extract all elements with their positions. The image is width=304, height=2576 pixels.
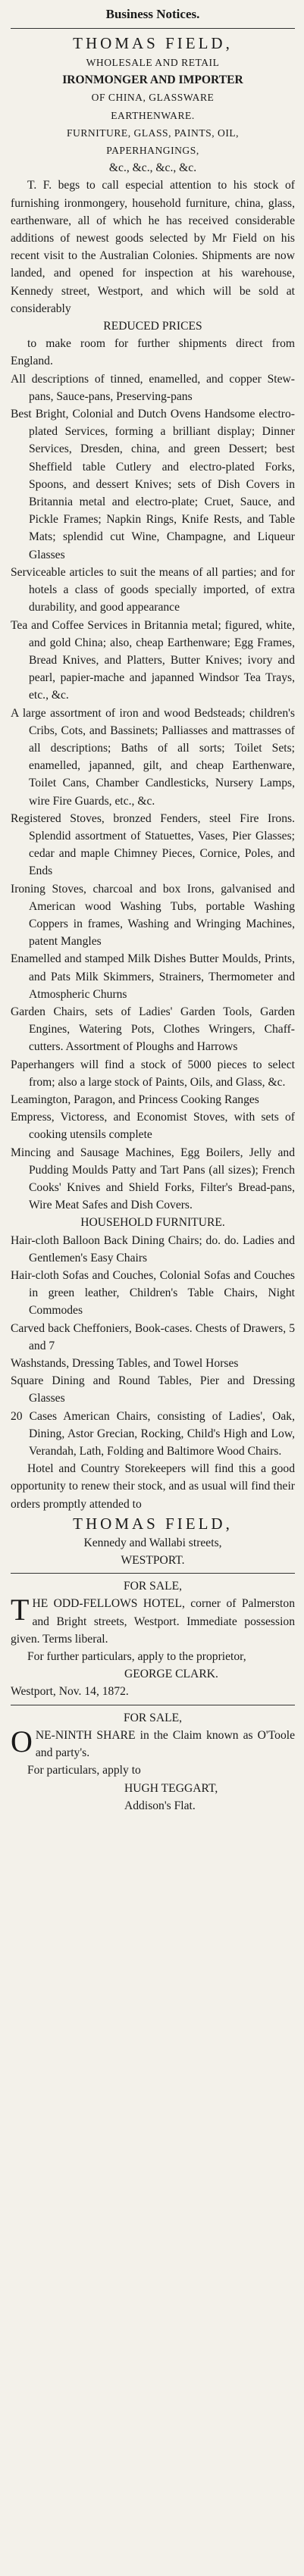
ad-subtitle: FURNITURE, GLASS, PAINTS, OIL, [66, 127, 240, 139]
goods-item: Ironing Stoves, charcoal and box Irons, galvanised and American wood Washing Tubs, portable Washing Coppers in frames, Washing and Wringing Machines, patent Mangles [11, 882, 295, 949]
furniture-item: Carved back Cheffoniers, Book-cases. Chests of Drawers, 5 and 7 [11, 1321, 295, 1352]
ad-closing: Hotel and Country Storekeepers will find this a good opportunity to renew their stock, and as usual will find their orders promptly attended to [11, 1462, 295, 1511]
goods-item: A large assortment of iron and wood Bedsteads; children's Cribs, Cots, and Bassinets; Palliasses and mattrasses of all descriptions; Baths of all sorts; Toilet Sets; enamelled, japanned, gilt, and cheap Earthenware, Toilet Cans, Chamber Candlesticks, Nursery Lamps, wire Fire Guards, etc., &c. [11, 706, 295, 808]
ad-particulars: For particulars, apply to [27, 1764, 141, 1777]
furniture-item: Square Dining and Round Tables, Pier and Dressing Glasses [11, 1374, 295, 1405]
goods-item: Enamelled and stamped Milk Dishes Butter Moulds, Prints, and Pats Milk Skimmers, Strainers, Thermometer and Atmospheric Churns [11, 952, 295, 1001]
goods-item: Paperhangers will find a stock of 5000 pieces to select from; also a large stock of Paints, Oils, and Glass, &c. [11, 1058, 295, 1089]
reduced-prices-heading: REDUCED PRICES [103, 320, 202, 333]
ad-subtitle: OF CHINA, GLASSWARE [91, 92, 215, 104]
ad-intro: T. F. begs to call especial attention to his stock of furnishing ironmongery, household furniture, china, glass, earthenware, all of which he has received considerable additions of newest goods selected by Mr Field on his recent visit to the Australian Colonies. Shipments are now landed, and opened for inspection at his warehouse, Kennedy street, Westport, and which will be sold at considerably [11, 179, 295, 315]
signature-name: THOMAS FIELD, [73, 1514, 233, 1533]
drop-cap: T [11, 1593, 30, 1627]
ad-further: For further particulars, apply to the proprietor, [27, 1650, 246, 1664]
drop-cap: O [11, 1724, 33, 1758]
contact-place: Addison's Flat. [124, 1799, 196, 1812]
for-sale-heading: FOR SALE, [123, 1711, 183, 1724]
advertisement-mining-share [11, 1709, 295, 1815]
signature-address: Kennedy and Wallabi streets, [83, 1536, 222, 1549]
divider [11, 28, 295, 29]
section-heading: Business Notices. [105, 7, 200, 21]
ad-body: NE-NINTH SHARE in the Claim known as O'Toole and party's. [35, 1728, 295, 1760]
contact-name: HUGH TEGGART, [124, 1781, 218, 1795]
advertiser-name: THOMAS FIELD, [73, 34, 233, 52]
furniture-item: Hair-cloth Sofas and Couches, Colonial Sofas and Couches in green leather, Children's Table Chairs, Night Commodes [11, 1269, 295, 1318]
proprietor-name: GEORGE CLARK. [124, 1668, 218, 1681]
advertisement-odd-fellows-hotel [11, 1577, 295, 1700]
ad-body: HE ODD-FELLOWS HOTEL, corner of Palmerston and Bright streets, Westport. Immediate possession given. Terms liberal. [11, 1597, 295, 1646]
divider [11, 1573, 295, 1574]
goods-item: Registered Stoves, bronzed Fenders, steel Fire Irons. Splendid assortment of Statuettes, Vases, Pier Glasses; cedar and maple Chimney Pieces, Cornice, Poles, and Ends [11, 811, 295, 878]
for-sale-heading: FOR SALE, [123, 1580, 183, 1593]
furniture-list [11, 1232, 295, 1461]
goods-item: Best Bright, Colonial and Dutch Ovens Handsome electro-plated Services, forming a brilliant display; Dinner Services, Dresden, china, and green Dessert; best Sheffield table Cutlery and electro-plated Forks, Spoons, and dessert Knives; sets of Dish Covers in Britannia metal and electro-plate; Cruet, Sauce, and Pickle Frames; Napkin Rings, Knife Rests, and Table Mats; splendid cut Wine, Champagne, and Liqueur Glasses [11, 408, 295, 561]
goods-item: Serviceable articles to suit the means of all parties; and for hotels a class of goods specially imported, of extra durability, and good appearance [11, 565, 295, 614]
goods-item: Garden Chairs, sets of Ladies' Garden Tools, Garden Engines, Watering Pots, Clothes Wringers, Chaff-cutters. Assortment of Ploughs and Harrows [11, 1005, 295, 1054]
ad-subtitle: IRONMONGER AND IMPORTER [62, 73, 243, 87]
ad-subtitle: WHOLESALE AND RETAIL [86, 57, 220, 68]
signature-address: WESTPORT. [121, 1554, 185, 1568]
ad-subtitle: &c., &c., &c., &c. [108, 161, 197, 175]
furniture-item: Washstands, Dressing Tables, and Towel Horses [11, 1357, 239, 1371]
goods-item: Mincing and Sausage Machines, Egg Boilers, Jelly and Pudding Moulds Patty and Tart Pans (all sizes); French Cooks' Knives and Shield Forks, Filter's Bread-pans, Wire Meat Safes and Dish Covers. [11, 1146, 295, 1212]
goods-item: All descriptions of tinned, enamelled, and copper Stew-pans, Sauce-pans, Preserving-pans [11, 372, 295, 403]
furniture-heading: HOUSEHOLD FURNITURE. [80, 1216, 225, 1230]
goods-item: Tea and Coffee Services in Britannia metal; figured, white, and gold China; also, cheap Earthenware; Egg Frames, Bread Knives, and Platters, Butter Knives; ivory and pearl, papier-mache and japanned Windsor Tea Trays, etc., &c. [11, 618, 295, 702]
furniture-item: Hair-cloth Balloon Back Dining Chairs; do. do. Ladies and Gentlemen's Easy Chairs [11, 1233, 295, 1265]
advertisement-thomas-field [11, 33, 295, 1569]
ad-subtitle: PAPERHANGINGS, [106, 145, 199, 157]
ad-subtitle: EARTHENWARE. [111, 109, 195, 121]
reduced-prices-text: to make room for further shipments direct from England. [11, 337, 295, 368]
goods-item: Leamington, Paragon, and Princess Cooking Ranges [11, 1093, 259, 1106]
goods-item: Empress, Victoress, and Economist Stoves, with sets of cooking utensils complete [11, 1111, 295, 1142]
furniture-item: 20 Cases American Chairs, consisting of Ladies', Oak, Dining, Astor Grecian, Rocking, Child's High and Low, Verandah, Lath, Folding and Baltimore Wood Chairs. [11, 1409, 295, 1458]
goods-list [11, 370, 295, 1215]
ad-date: Westport, Nov. 14, 1872. [11, 1685, 129, 1699]
